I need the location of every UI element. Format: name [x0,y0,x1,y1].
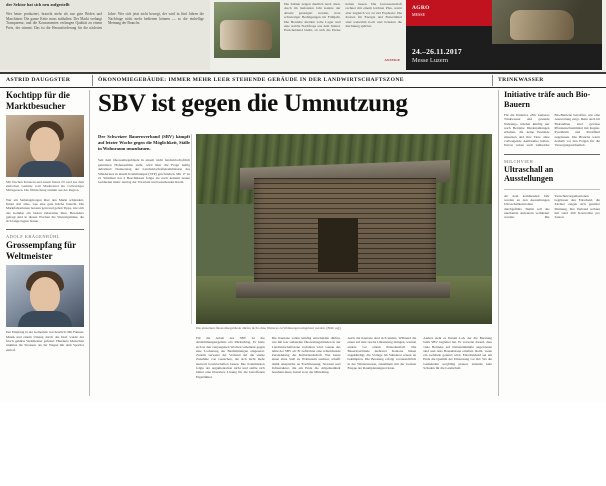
section-header-bar [0,74,606,88]
portrait-shoulders [18,311,72,327]
cow-shape-icon [220,20,272,50]
portrait-face [30,127,60,163]
page-title: SBV ist gegen die Umnutzung [98,90,408,117]
ad-brand-line-1: AGRO [412,5,430,11]
advertisement-tag: ANZEIGE [384,58,400,62]
ad-photo [492,0,602,44]
main-photo-credit: Die einzelnen Ökonomiegebäude dürfen nicht ohne Weiteres zu Wohnungen umgebaut werden. (Bild: ugj) [196,326,341,330]
section-label-center: ÖKONOMIEGEBÄUDE: IMMER MEHR LEER STEHENDE GEBÄUDE IN DER LANDWIRTSCHAFTSZONE [98,77,404,83]
left-article-2-body: Der Empfang in der Gemeinde war herzlich: Mit Fahnen, Musik und einem Umzug durch das Dorf wurde der frisch gekürte Weltmeister gefeiert. Hunderte Menschen säumten die Strassen, als der Wagen mit dem Sportler eintraf. [6,330,84,352]
ad-brand-line-2: MESSE [412,12,425,17]
divider [504,189,600,190]
main-body-paragraph: Auch die Kantone sind sich uneins. Während die einen auf eine rasche Umsetzung drängen, warnen andere vor einem Präzedenzfall. Die Bauernverbände mehrerer Kantone haben angekündigt, die Vorlage im Ständerat erneut zu bekämpfen. Die Beratung erfolgt voraussichtlich in der Wintersession, zusammen mit der zweiten Etappe der Raumplanungsrevision. [347,336,417,371]
divider [504,154,600,155]
top-advertisement-strip [0,0,606,74]
barn-building [254,178,436,284]
barn-door [318,218,358,272]
main-article [98,90,492,396]
left-article-1-caption: Mit frischen Kräutern und einem feinen Öl wird aus dem einfachen Gemüse vom Marktstand ein vollwertiges Mittagessen. Die Ölmischung stammt aus der Region. [6,180,84,193]
right-article-1-body: Für die Initiative «Für sauberes Trinkwasser und gesunde Nahrung» würden künftig nur noch Betriebe Direktzahlungen erhalten, die keine Pestizide einsetzen und ihre Tiere ohne vorbeugende Antibiotika halten. Davon wären auch zahlreiche Bio-Betriebe betroffen, wie eine Auswertung zeigt. Denn auch im Biolandbau sind gewisse Pflanzenschutzmittel mit Kupfer, Pyrethrum und Paraffinöl zugelassen. Die Branche warnt deshalb vor den Folgen für die Versorgungssicherheit. [504,113,600,148]
main-lead-body: Seit dem Ökonomiegebäude in einem nicht landwirtschaftlich genutzten Hofensemble steht, wird über die Frage heftig debattiert: Donnerstag der Landwirtschaftskommission des Ständerates in einem Kommuniqué (STP) geschrieben. Mit 17 zu 21 Stimmen hat 2 Beschlüssen folgte sie nach keinem neuen Gebäuden mehr. Antrag der Vorarbeit und bestehendes Recht. [98,158,190,185]
left-article-1-headline: Kochtipp für die Marktbesucher [6,90,70,111]
section-label-right: TRINKWASSER [498,77,544,83]
ad-place: Messe Luzern [412,57,449,64]
ad-date: 24.–26.11.2017 [412,47,462,56]
left-article-2-kicker: ADOLF KRÄGENBÜHL [6,234,60,240]
divider [191,134,192,324]
top-ad-center [284,2,402,64]
main-photo [196,134,492,324]
animal-shape-icon [510,10,574,40]
main-body-paragraph: Die Kantone sollen künftig entscheiden dürfen, wie mit leer stehenden Ökonomiegebäuden in der Landwirtschaftszone verfahren wird. Genau das lehnt der SBV ab: Er befürchtet eine schleichende Zersiedelung der Kulturlandschaft. Wer heute einen alten Stall zu Wohnraum ausbaut, schafft damit Ansprüche an Erschliessung, Strassen und Infrastruktur, die am Ende die Allgemeinheit bezahlen muss, heisst es in der Mitteilung. [271,336,341,375]
portrait-shoulders [18,161,72,177]
divider [492,75,493,86]
top-ad-left-headline: der Sektor hat sich neu aufgestellt [6,2,70,7]
section-label-left: ASTRID DAUGGSTER [6,77,71,83]
portrait-face [30,277,60,313]
main-body-paragraph: Anders sieht es Daniel Loh, der die Beratung beim SBV begleitet hat. Er verweist darauf, dass viele Betriebe auf Nebeneinkünfte angewiesen sind und dass Bausubstanz erhalten bleibt, wenn ein Gebäude genutzt wird. Entscheidend sei am Ende die Qualität der Umsetzung vor Ort: Wo die Gemeinden sorgfältig planen, entstehe kein Schaden für die Landschaft. [423,336,492,371]
right-article-1 [504,90,600,148]
top-ad-left [0,0,210,70]
right-article-2-kicker: MILCHVIEH [504,158,534,164]
left-article-2-headline: Grossempfang für Weltmeister [6,240,76,261]
divider [92,75,93,86]
left-article-1-body: Wer am Samstagmorgen über den Markt schlendert, findet dort alles, was eine gute Küche braucht. Die Marktfahrerinnen beraten gern und geben Tipps, wie sich das Gemüse am besten zubereiten lässt. Besonders gefragt sind in diesen Wochen die Wurzelgemüse, die sich lange lagern lassen. [6,197,84,224]
top-photo-cow [214,2,280,58]
top-ad-left-text: Wer heute produziert, braucht mehr als nur gute Böden und Maschinen: Die ganze Kette muss mithalten. Der Markt verlangt Transparenz, und die Konsumenten verlangen Qualität zu einem Preis, der stimmt. Das ist die Herausforderung für die nächsten Jahre. Wer sich jetzt nicht bewegt, der wird in fünf Jahren die Nachfrage nicht mehr bedienen können — so die einhellige Meinung der Branche. [6,12,204,30]
divider [6,229,84,230]
left-column [6,90,90,396]
right-article-2-body: Ab dem kommenden Jahr werden an den Ausstellungen Ultraschallkontrollen durchgeführt. Damit soll das unerlaubte Aufeutern verhindert werden. Die Tierschutzorganisationen begrüssen den Entscheid, die Züchter zeigen sich geteilter Meinung. Der Verband rechnet mit rund 200 Kontrollen pro Saison. [504,193,600,220]
top-ad-right[interactable] [406,0,602,70]
right-article-1-headline: Initiative träfe auch Bio-Bauern [504,90,591,109]
main-lead: Der Schweizer Bauernverband (SBV) kämpft auf letzter Woche gegen die Möglichkeit, Ställe in Wohnraum umzubauen. [98,134,190,152]
main-lead-column [98,134,190,185]
barn-stone-base [236,282,450,298]
left-article-2-photo [6,265,84,327]
left-article-1-photo [6,115,84,177]
right-article-2-headline: Ultraschall an Ausstellungen [504,164,554,184]
ad-brand-block [406,0,492,26]
main-body-paragraph: Für die Arbeit des SBV ist das Abstimmungsergebnis ein Rückschlag. Er hatte sich in den vergangenen Wochen vehement gegen eine Lockerung der Bestimmungen eingesetzt. Zudem verweist der Verband auf die starke Zunahme von Gesuchen, die sich nicht mehr sinnvoll bewirtschaften lassen. Die Kommission folgte der Argumentation nicht und stellte sich hinter eine liberalere Lösung für die betroffenen Eigentümer. [196,336,265,379]
ad-date-block [406,44,602,70]
left-article-1 [6,90,84,223]
top-ad-center-text: Die Zahlen zeigen deutlich nach oben. Auch im laufenden Jahr konnte der Absatz gesteigert werden, trotz schwieriger Bedingungen im Frühjahr. Die Betriebe melden volle Lager und eine stabile Nachfrage aus dem Inland. Entscheidend bleibt, ob sich die Preise halten lassen. Die Genossenschaft rechnet mit einem leichten Plus, warnt aber zugleich vor zu viel Euphorie: Die Kosten für Energie und Futtermittel sind weiterhin hoch und belasten die Rechnung spürbar. [284,2,402,33]
right-article-2 [504,159,600,220]
left-article-2 [6,234,84,351]
right-column [498,90,600,396]
main-body-columns [196,336,492,486]
